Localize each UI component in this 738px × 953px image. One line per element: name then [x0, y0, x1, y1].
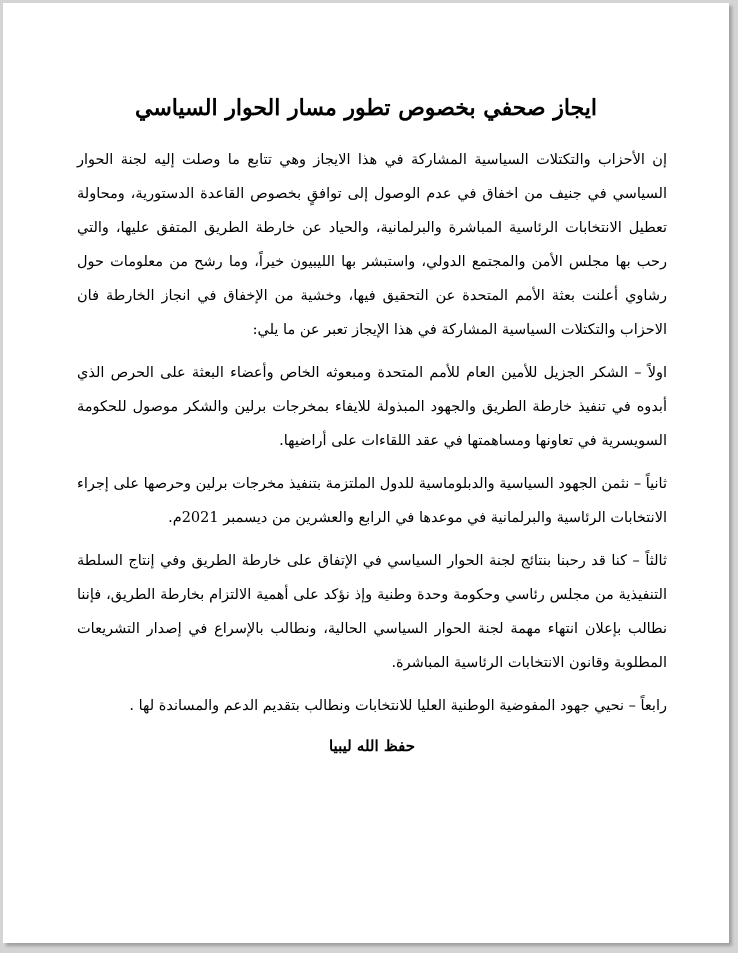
- document-page: [3, 3, 729, 943]
- point-first-paragraph: اولاً – الشكر الجزيل للأمين العام للأمم المتحدة ومبعوثه الخاص وأعضاء البعثة على الحرص الذي أبدوه في تنفيذ خارطة الطريق والجهود المبذولة للايفاء بمخرجات برلين والشكر موصول للحكومة السويسرية في تعاونها ومساهمتها في عقد اللقاءات على أراضيها.: [77, 365, 667, 449]
- point-fourth-paragraph: رابعاً – نحيي جهود المفوضية الوطنية العليا للانتخابات ونطالب بتقديم الدعم والمساندة لها .: [129, 698, 667, 714]
- document-title: ايجاز صحفي بخصوص تطور مسار الحوار السياسي: [135, 95, 597, 121]
- point-third-paragraph: ثالثاً – كنا قد رحبنا بنتائج لجنة الحوار السياسي في الإتفاق على خارطة الطريق وفي إنتاج السلطة التنفيذية من مجلس رئاسي وحكومة وحدة وطنية وإذ نؤكد على أهمية الالتزام بخارطة الطريق، فإننا نطالب بإعلان انتهاء مهمة لجنة الحوار السياسي الحالية، ونطالب بالإسراع في إصدار التشريعات المطلوبة وقانون الانتخابات الرئاسية المباشرة.: [77, 553, 667, 671]
- document-body: [77, 143, 667, 769]
- intro-paragraph: إن الأحزاب والتكتلات السياسية المشاركة في هذا الايجاز وهي تتابع ما وصلت إليه لجنة الحوار السياسي في جنيف من اخفاق في عدم الوصول إلى توافقٍ بخصوص القاعدة الدستورية، ومحاولة تعطيل الانتخابات الرئاسية المباشرة والبرلمانية، والحياد عن خارطة الطريق المتفق عليها، والتي رحب بها مجلس الأمن والمجتمع الدولي، واستبشر بها الليبيون خيراً، وما رشح من معلومات حول رشاوي أعلنت بعثة الأمم المتحدة عن التحقيق فيها، وخشية من الإخفاق في انجاز الخارطة فان الاحزاب والتكتلات السياسية المشاركة في هذا الإيجاز تعبر عن ما يلي:: [77, 152, 667, 338]
- closing-line: حفظ الله ليبيا: [328, 737, 415, 755]
- point-second-paragraph: ثانياً – نثمن الجهود السياسية والدبلوماسية للدول الملتزمة بتنفيذ مخرجات برلين وحرصها على إجراء الانتخابات الرئاسية والبرلمانية في موعدها في الرابع والعشرين من ديسمبر 2021م.: [77, 476, 667, 526]
